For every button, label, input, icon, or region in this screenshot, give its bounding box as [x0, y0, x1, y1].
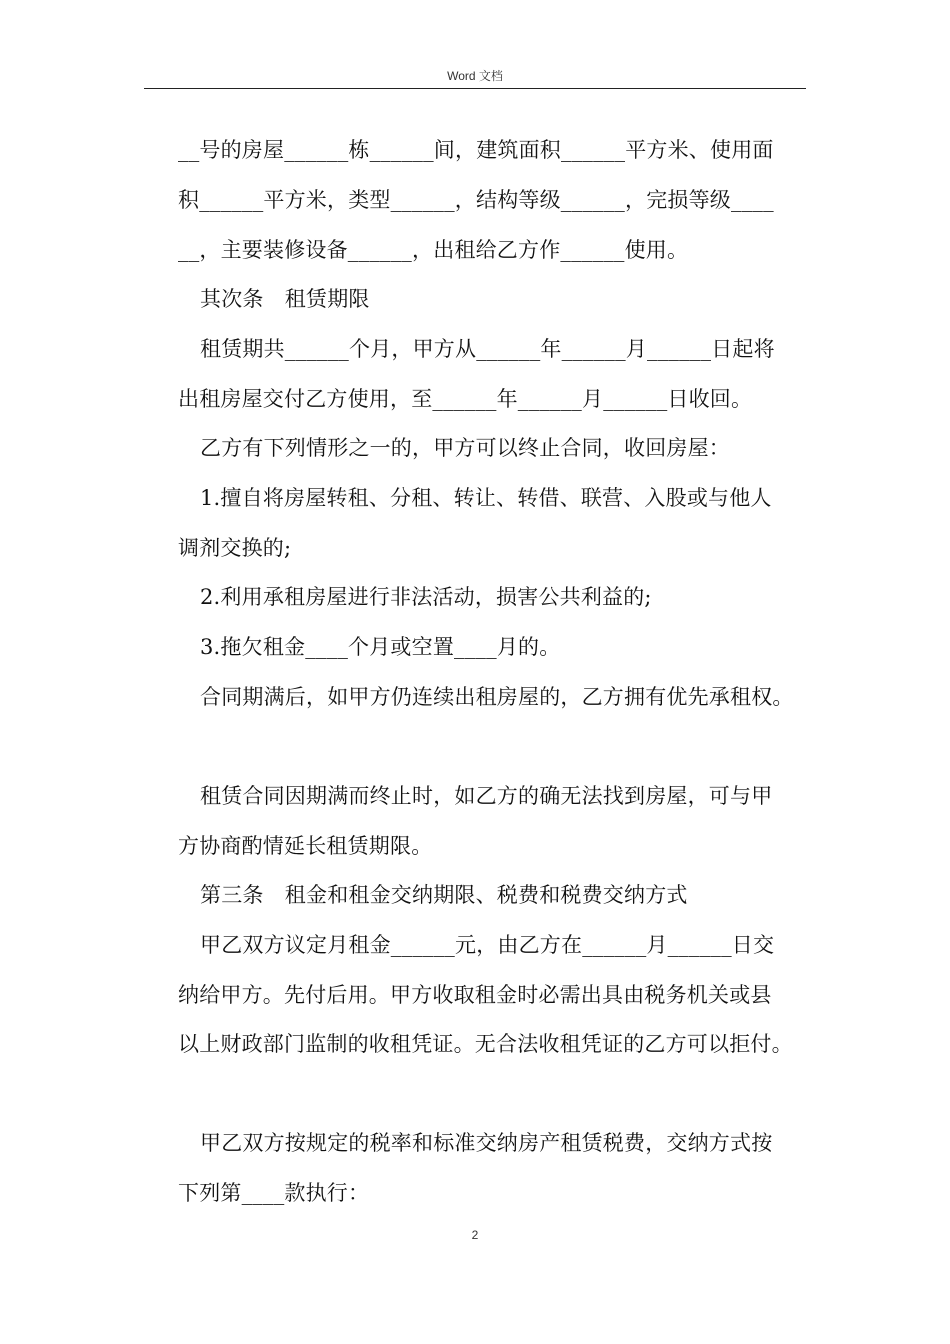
paragraph-line: 积______平方米，类型______，结构等级______，完损等级____ — [178, 188, 774, 212]
paragraph-line: 租赁合同因期满而终止时，如乙方的确无法找到房屋，可与甲 — [200, 784, 773, 808]
paragraph-line: 甲乙双方议定月租金______元，由乙方在______月______日交 — [200, 933, 775, 957]
paragraph-line: 合同期满后，如甲方仍连续出租房屋的，乙方拥有优先承租权。 — [200, 685, 794, 709]
paragraph-line: 出租房屋交付乙方使用，至______年______月______日收回。 — [178, 387, 753, 411]
paragraph-line: __，主要装修设备______，出租给乙方作______使用。 — [178, 238, 689, 262]
paragraph-line: 乙方有下列情形之一的，甲方可以终止合同，收回房屋： — [200, 436, 730, 460]
paragraph-line: 下列第____款执行： — [178, 1181, 370, 1205]
paragraph-line: __号的房屋______栋______间，建筑面积______平方米、使用面 — [178, 138, 774, 162]
paragraph-line: 以上财政部门监制的收租凭证。无合法收租凭证的乙方可以拒付。 — [178, 1032, 793, 1056]
page-header: Word 文档 — [144, 66, 806, 89]
list-item: 1.擅自将房屋转租、分租、转让、转借、联营、入股或与他人 — [200, 486, 772, 510]
section-heading: 第三条 租金和租金交纳期限、税费和税费交纳方式 — [200, 883, 688, 907]
list-item: 2.利用承租房屋进行非法活动，损害公共利益的; — [200, 585, 652, 609]
paragraph-line: 方协商酌情延长租赁期限。 — [178, 834, 433, 858]
list-item: 3.拖欠租金____个月或空置____月的。 — [200, 635, 561, 659]
paragraph-line: 租赁期共______个月，甲方从______年______月______日起将 — [200, 337, 775, 361]
section-heading: 其次条 租赁期限 — [200, 287, 370, 311]
paragraph-line: 甲乙双方按规定的税率和标准交纳房产租赁税费，交纳方式按 — [200, 1131, 773, 1155]
list-item: 调剂交换的; — [178, 536, 292, 560]
paragraph-line: 纳给甲方。先付后用。甲方收取租金时必需出具由税务机关或县 — [178, 983, 772, 1007]
page-number: 2 — [471, 1228, 479, 1242]
